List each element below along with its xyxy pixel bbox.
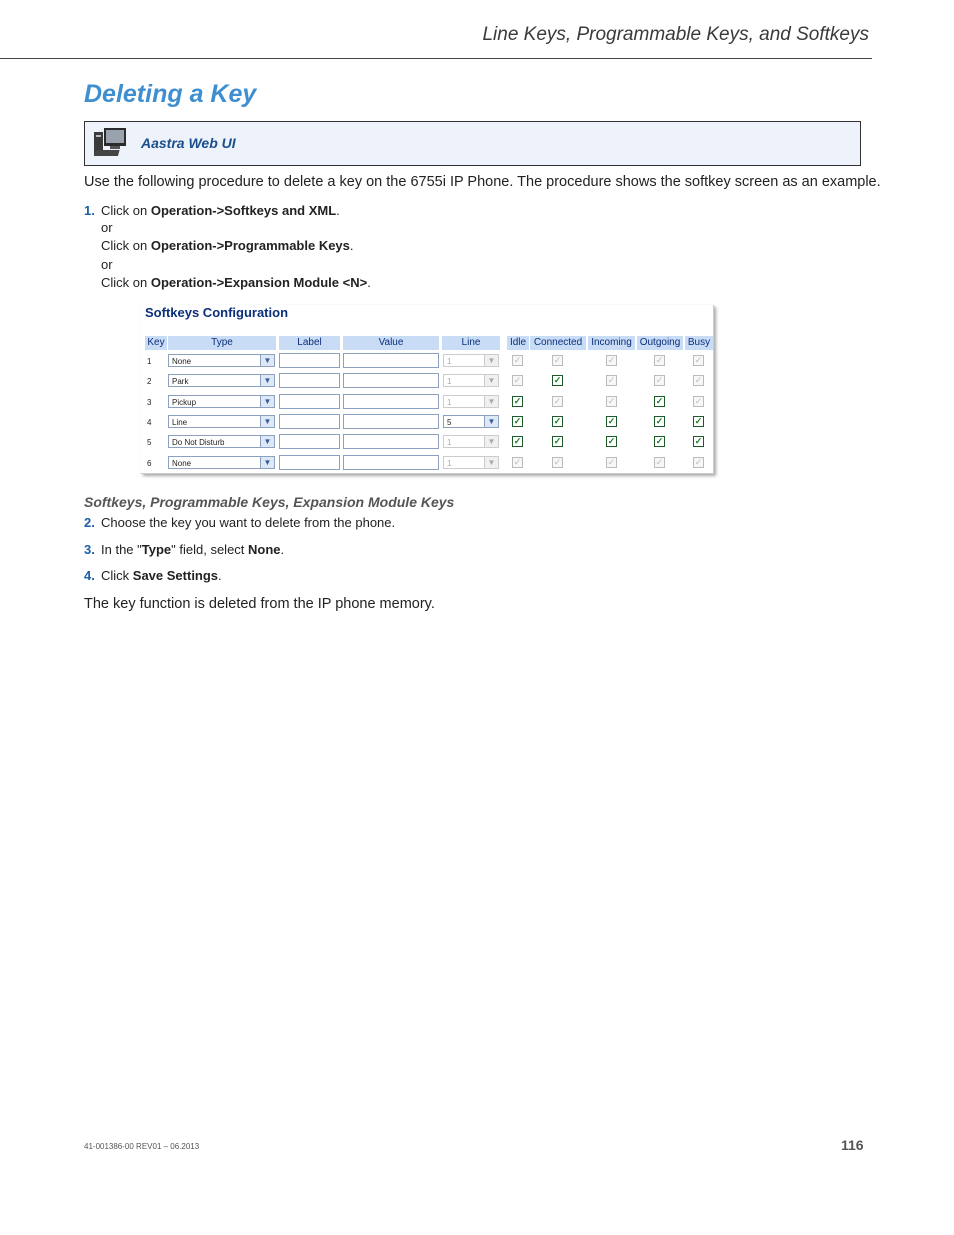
line-select-value: 1 [447, 458, 452, 468]
busy-checkbox[interactable]: ✓ [694, 375, 703, 386]
incoming-checkbox[interactable]: ✓ [607, 375, 616, 386]
key-number: 4 [147, 417, 152, 427]
label-input[interactable] [279, 373, 340, 388]
key-number: 6 [147, 458, 152, 468]
menu-path: Operation->Softkeys and XML [150, 203, 337, 218]
key-number: 2 [147, 377, 152, 387]
value-input[interactable] [343, 455, 439, 470]
value-input[interactable] [343, 414, 439, 429]
idle-col-header: Idle [507, 336, 529, 350]
outgoing-col-header: Outgoing [637, 336, 683, 350]
busy-col-header: Busy [685, 336, 713, 350]
incoming-col-header: Incoming [588, 336, 635, 350]
idle-checkbox[interactable]: ✓ [513, 395, 522, 406]
connected-checkbox[interactable]: ✓ [553, 395, 562, 406]
key-number: 5 [147, 438, 152, 448]
step-number: 4. [84, 568, 95, 583]
connected-checkbox[interactable]: ✓ [553, 415, 562, 426]
type-select-value: Pickup [172, 397, 197, 407]
step-number: 3. [84, 542, 95, 557]
label-input[interactable] [279, 394, 340, 409]
incoming-checkbox[interactable]: ✓ [607, 415, 616, 426]
busy-checkbox[interactable]: ✓ [694, 415, 703, 426]
step-number: 2. [84, 515, 95, 530]
chevron-down-icon[interactable]: ▼ [260, 416, 274, 427]
step-2: 2. Choose the key you want to delete from the phone. [84, 515, 396, 530]
connected-checkbox[interactable]: ✓ [553, 355, 562, 365]
type-select-value: Line [172, 417, 188, 427]
connected-checkbox[interactable]: ✓ [553, 456, 562, 467]
step-4: 4. Click Save Settings. [84, 568, 222, 583]
screenshot-title: Softkeys Configuration [145, 305, 289, 320]
line-select[interactable] [443, 354, 499, 367]
chevron-down-icon[interactable]: ▼ [260, 375, 274, 386]
line-select-value: 1 [447, 357, 452, 366]
or-text: or [101, 257, 113, 272]
step-1-alt-b: Click on Operation->Programmable Keys. [101, 238, 354, 253]
busy-checkbox[interactable]: ✓ [694, 436, 703, 447]
chevron-down-icon[interactable]: ▼ [484, 396, 498, 407]
value-input[interactable] [343, 394, 439, 409]
chevron-down-icon[interactable]: ▼ [260, 457, 274, 468]
connected-checkbox[interactable]: ✓ [553, 436, 562, 447]
label-input[interactable] [279, 434, 340, 449]
label-input[interactable] [279, 353, 340, 368]
label-input[interactable] [279, 455, 340, 470]
busy-checkbox[interactable]: ✓ [694, 395, 703, 406]
step-1: 1. Click on Operation->Softkeys and XML. [84, 203, 340, 218]
chevron-down-icon[interactable]: ▼ [260, 396, 274, 407]
key-number: 1 [147, 357, 152, 366]
idle-checkbox[interactable]: ✓ [513, 355, 522, 365]
section-title: Deleting a Key [84, 80, 257, 108]
outgoing-checkbox[interactable]: ✓ [655, 375, 664, 386]
type-select[interactable] [168, 415, 275, 428]
softkeys-screenshot [141, 305, 714, 474]
header-rule [0, 58, 872, 59]
chevron-down-icon[interactable]: ▼ [484, 375, 498, 386]
label-input[interactable] [279, 414, 340, 429]
line-col-header: Line [442, 336, 500, 350]
connected-checkbox[interactable]: ✓ [553, 375, 562, 386]
key-number: 3 [147, 397, 152, 407]
chevron-down-icon[interactable]: ▼ [484, 436, 498, 447]
outgoing-checkbox[interactable]: ✓ [655, 456, 664, 467]
aastra-web-ui-callout [84, 121, 861, 166]
outgoing-checkbox[interactable]: ✓ [655, 436, 664, 447]
incoming-checkbox[interactable]: ✓ [607, 436, 616, 447]
type-select-value: Park [172, 377, 189, 387]
step-3: 3. In the "Type" field, select None. [84, 542, 285, 557]
busy-checkbox[interactable]: ✓ [694, 456, 703, 467]
type-select[interactable] [168, 395, 275, 408]
line-select-value: 5 [447, 417, 452, 427]
outgoing-checkbox[interactable]: ✓ [655, 415, 664, 426]
chevron-down-icon[interactable]: ▼ [260, 355, 274, 366]
chevron-down-icon[interactable]: ▼ [484, 457, 498, 468]
value-col-header: Value [343, 336, 439, 350]
type-select[interactable] [168, 456, 275, 469]
value-input[interactable] [343, 373, 439, 388]
chapter-title: Line Keys, Programmable Keys, and Softkeys [482, 24, 869, 45]
busy-checkbox[interactable]: ✓ [694, 355, 703, 365]
idle-checkbox[interactable]: ✓ [513, 415, 522, 426]
incoming-checkbox[interactable]: ✓ [607, 355, 616, 365]
computer-icon [90, 126, 130, 162]
menu-path: Operation->Expansion Module <N> [150, 275, 368, 290]
type-select-value: Do Not Disturb [172, 438, 225, 448]
idle-checkbox[interactable]: ✓ [513, 456, 522, 467]
type-select-value: None [172, 357, 192, 366]
footer-doc-id: 41-001386-00 REV01 – 06.2013 [84, 1142, 200, 1151]
line-select[interactable] [443, 395, 499, 408]
idle-checkbox[interactable]: ✓ [513, 375, 522, 386]
menu-path: Operation->Programmable Keys [150, 238, 350, 253]
page-number: 116 [841, 1137, 864, 1153]
label-col-header: Label [279, 336, 340, 350]
line-select-value: 1 [447, 438, 452, 448]
line-select[interactable] [443, 435, 499, 448]
type-col-header: Type [168, 336, 276, 350]
chevron-down-icon[interactable]: ▼ [484, 355, 498, 366]
connected-col-header: Connected [530, 336, 586, 350]
chevron-down-icon[interactable]: ▼ [260, 436, 274, 447]
chevron-down-icon[interactable]: ▼ [484, 416, 498, 427]
outgoing-checkbox[interactable]: ✓ [655, 395, 664, 406]
incoming-checkbox[interactable]: ✓ [607, 395, 616, 406]
type-select[interactable] [168, 435, 275, 448]
line-select-value: 1 [447, 397, 452, 407]
line-select-value: 1 [447, 377, 452, 387]
key-col-header: Key [145, 336, 167, 350]
line-select[interactable] [443, 415, 499, 428]
intro-paragraph: Use the following procedure to delete a key on the 6755i IP Phone. The procedure shows the softkey screen as an example. [84, 174, 881, 190]
value-input[interactable] [343, 353, 439, 368]
outro-paragraph: The key function is deleted from the IP phone memory. [84, 596, 435, 612]
figure-caption: Softkeys, Programmable Keys, Expansion Module Keys [84, 494, 455, 510]
outgoing-checkbox[interactable]: ✓ [655, 355, 664, 365]
value-input[interactable] [343, 434, 439, 449]
incoming-checkbox[interactable]: ✓ [607, 456, 616, 467]
or-text: or [101, 220, 113, 235]
step-number: 1. [84, 203, 95, 218]
type-select[interactable] [168, 354, 275, 367]
idle-checkbox[interactable]: ✓ [513, 436, 522, 447]
line-select[interactable] [443, 456, 499, 469]
callout-label: Aastra Web UI [141, 135, 236, 151]
type-select-value: None [172, 458, 192, 468]
type-select[interactable] [168, 374, 275, 387]
line-select[interactable] [443, 374, 499, 387]
step-1-alt-c: Click on Operation->Expansion Module <N>. [101, 275, 371, 290]
